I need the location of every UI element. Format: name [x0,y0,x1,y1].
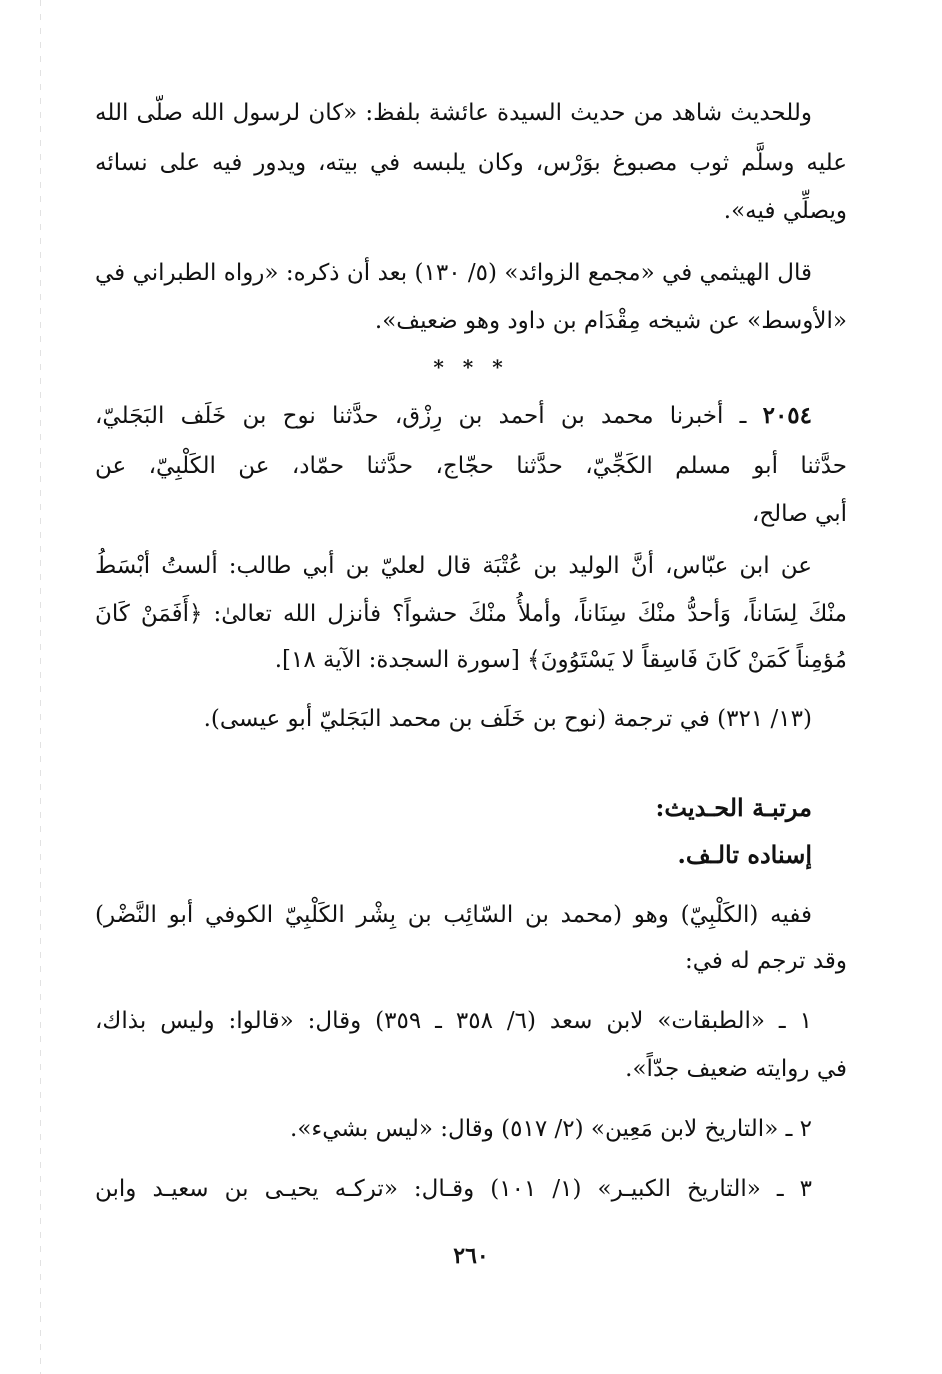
section-heading-rank: مرتبـة الحـديث: [655,793,812,822]
source-1-line-1: ١ ـ «الطبقات» لابن سعد (٦/ ٣٥٨ ـ ٣٥٩) وقال: «قالوا: وليس بذاك، [95,1008,812,1034]
verdict-heading: إسناده تالـف. [677,840,812,869]
scan-artifact-line [40,0,41,1374]
section-separator: * * * [433,355,509,379]
hadith-isnad-start: ـ أخبرنا محمد بن أحمد بن رِزْق، حدَّثنا نوح بن خَلَف البَجَليّ، [95,403,747,429]
source-1-line-2: في روايته ضعيف جدّاً». [625,1056,847,1082]
hadith-number: ٢٠٥٤ [762,402,813,429]
narrator-line-2: وقد ترجم له في: [685,948,847,974]
matn-line-3: مُؤمِناً كَمَنْ كَانَ فَاسِقاً لا يَسْتَوُونَ﴾ [سورة السجدة: الآية ١٨]. [274,647,847,673]
page-number: ٢٦٠ [453,1243,489,1269]
paragraph-2-line-1: قال الهيثمي في «مجمع الزوائد» (٥/ ١٣٠) بعد أن ذكره: «رواه الطبراني في [95,260,812,286]
reference-line: (١٣/ ٣٢١) في ترجمة (نوح بن خَلَف بن محمد البَجَليّ أبو عيسى). [203,706,812,732]
matn-line-1: عن ابن عبّاس، أنَّ الوليد بن عُتْبَة قال لعليّ بن أبي طالب: ألستُ أبْسَطُ [95,553,812,579]
narrator-line-1: ففيه (الكَلْبِيّ) وهو (محمد بن السّائِب بن بِشْر الكَلْبِيّ الكوفي أبو النَّضْر) [95,902,812,928]
matn-line-2: منْكَ لِسَاناً، وَأحدُّ منْكَ سِنَاناً، وأملأُ منْكَ حشواً؟ فأنزل الله تعالىٰ: ﴿أَفَمَنْ كَانَ [95,601,847,627]
hadith-line-1 [95,393,812,439]
source-3-line: ٣ ـ «التاريخ الكبيـر» (١/ ١٠١) وقـال: «تركـه يحيـى بن سعيـد وابن [95,1176,812,1202]
paragraph-1-line-1: وللحديث شاهد من حديث السيدة عائشة بلفظ: «كان لرسول الله صلّى الله [95,100,812,126]
paragraph-1-line-3: ويصلِّي فيه». [723,198,847,224]
paragraph-2-line-2: «الأوسط» عن شيخه مِقْدَام بن داود وهو ضعيف». [374,308,847,334]
hadith-line-2: حدَّثنا أبو مسلم الكَجِّيّ، حدَّثنا حجّاج، حدَّثنا حمّاد، عن الكَلْبِيّ، عن [95,453,847,479]
source-2-line: ٢ ـ «التاريخ لابن مَعِين» (٢/ ٥١٧) وقال: «ليس بشيء». [290,1116,812,1142]
paragraph-1-line-2: عليه وسلَّم ثوب مصبوغ بوَرْس، وكان يلبسه في بيته، ويدور فيه على نسائه [95,150,847,176]
hadith-line-3: أبي صالح، [751,501,847,527]
